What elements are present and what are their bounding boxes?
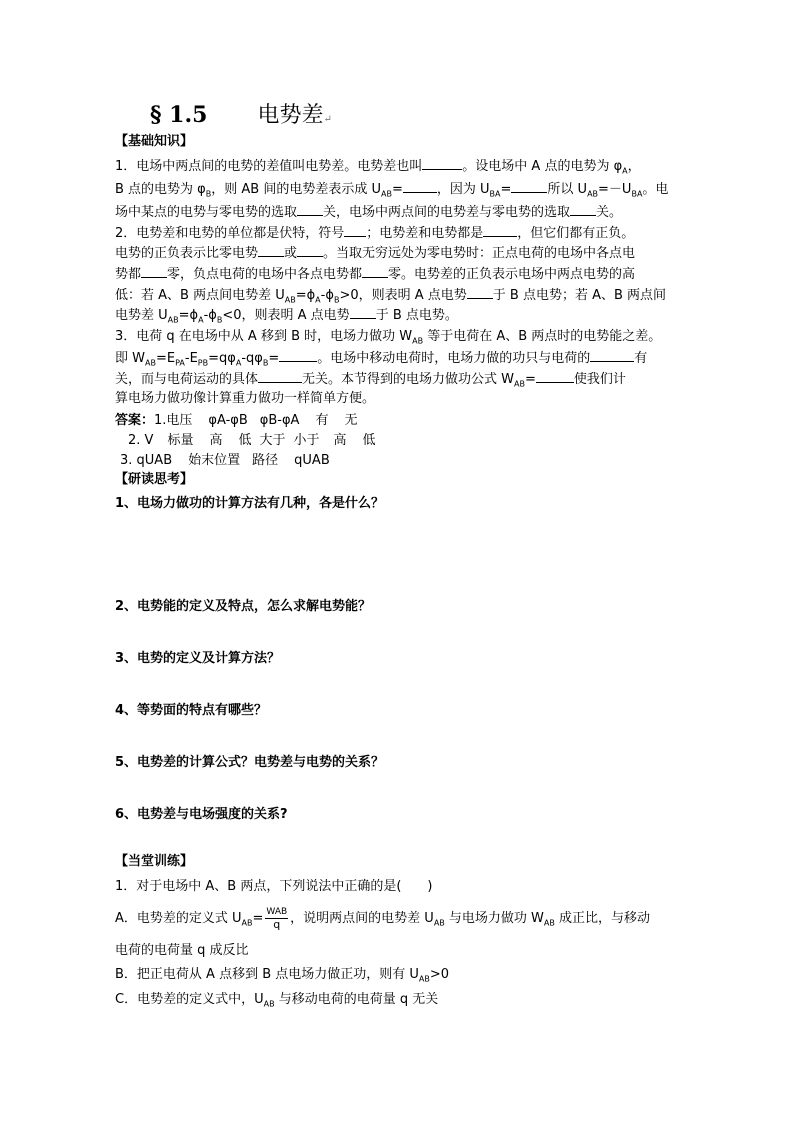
basic-line-7: 低：若 A、B 两点间电势差 $U_{AB}=\phi_A-\phi_B>0$，则表明 A 点电势 于 B 点电势；若 A、B 两点间 — [115, 288, 667, 305]
answers-row-2: 2. V 标量 高 低 大于 小于 高 低 — [128, 433, 376, 448]
question-2: 2、电势能的定义及特点，怎么求解电势能？ — [115, 599, 372, 614]
blank — [570, 203, 596, 216]
basic-line-2: B 点的电势为 $\varphi_B$，则 AB 间的电势差表示成 $U_{AB}=$ ，因为 $U_{BA}=$ 所以 $U_{AB}=-U_{BA}$。电 — [115, 182, 669, 199]
section-name: 电势差 — [257, 103, 324, 128]
basic-line-10: 即 $W_{AB}=E_{PA}-E_{PB}=q\varphi_A-q\varphi_B=$ 。电场中移动电荷时，电场力做的功只与电荷的 有 — [115, 351, 648, 368]
blank — [258, 370, 302, 383]
blank — [511, 180, 547, 193]
blank — [350, 306, 376, 319]
question-4: 4、等势面的特点有哪些？ — [115, 703, 268, 718]
blank — [279, 349, 317, 362]
question-6: 6、电势差与电场强度的关系? — [115, 807, 288, 822]
page-title — [150, 102, 332, 133]
blank — [422, 157, 462, 170]
practice-question-1: 1．对于电场中 A、B 两点，下列说法中正确的是( ) — [115, 879, 433, 894]
question-3: 3、电势的定义及计算方法？ — [115, 651, 281, 666]
blank — [403, 180, 437, 193]
answers-row-3: 3. qUAB 始末位置 路径 qUAB — [120, 453, 330, 468]
basic-line-1: 1．电场中两点间的电势的差值叫电势差。电势差也叫 。设电场中 A 点的电势为 $\varphi_A$， — [115, 159, 641, 176]
basic-line-4: 2．电势差和电势的单位都是伏特，符号 ；电势差和电势都是 ，但它们都有正负。 — [115, 226, 635, 241]
heading-basic: 【基础知识】 — [115, 134, 194, 149]
practice-option-a: A．电势差的定义式 $U_{AB}=$ $\frac{\text{WAB}}{q}$ ，说明两点间的电势差 $U_{AB}$ 与电场力做功 $W_{AB}$ 成正比，与移动 — [115, 907, 651, 931]
blank — [536, 370, 574, 383]
practice-option-c: C．电势差的定义式中，$U_{AB}$ 与移动电荷的电荷量 q 无关 — [115, 992, 439, 1009]
question-1: 1、电场力做功的计算方法有几种，各是什么？ — [115, 496, 385, 511]
basic-line-6: 势都 零，负点电荷的电场中各点电势都 零。电势差的正负表示电场中两点电势的高 — [115, 267, 636, 282]
blank — [344, 224, 366, 237]
question-5: 5、电势差的计算公式？电势差与电势的关系？ — [115, 755, 385, 770]
heading-study: 【研读思考】 — [115, 472, 194, 487]
basic-line-5: 电势的正负表示比零电势 或 。当取无穷远处为零电势时：正点电荷的电场中各点电 — [115, 246, 636, 261]
blank — [467, 286, 493, 299]
return-mark-icon: ↵ — [323, 114, 332, 125]
blank — [362, 265, 388, 278]
blank — [297, 244, 323, 257]
practice-option-a-cont: 电荷的电荷量 q 成反比 — [115, 943, 249, 958]
blank — [141, 265, 167, 278]
basic-line-11: 关，而与电荷运动的具体 无关。本节得到的电场力做功公式 $W_{AB}=$ 使我们计 — [115, 372, 626, 389]
fraction: $\frac{\text{WAB}}{q}$ — [266, 907, 288, 931]
heading-practice: 【当堂训练】 — [115, 854, 194, 869]
blank — [297, 203, 323, 216]
basic-line-3: 场中某点的电势与零电势的选取 关，电场中两点间的电势差与零电势的选取 关。 — [115, 205, 623, 220]
section-number: § 1.5 — [150, 102, 208, 128]
blank — [258, 244, 284, 257]
practice-option-b: B．把正电荷从 A 点移到 B 点电场力做正功，则有 $U_{AB}>0$ — [115, 967, 450, 984]
blank — [483, 224, 517, 237]
basic-line-12: 算电场力做功像计算重力做功一样简单方便。 — [115, 391, 376, 406]
answers-row-1: 答案：1.电压 φA-φB φB-φA 有 无 — [115, 413, 358, 428]
basic-line-8: 电势差 $U_{AB}=\phi_A-\phi_B<0$，则表明 A 点电势 于 B 点电势。 — [115, 308, 458, 325]
basic-line-9: 3．电荷 q 在电场中从 A 移到 B 时，电场力做功 $W_{AB}$ 等于电荷在 A、B 两点时的电势能之差。 — [115, 329, 662, 346]
blank — [590, 349, 634, 362]
